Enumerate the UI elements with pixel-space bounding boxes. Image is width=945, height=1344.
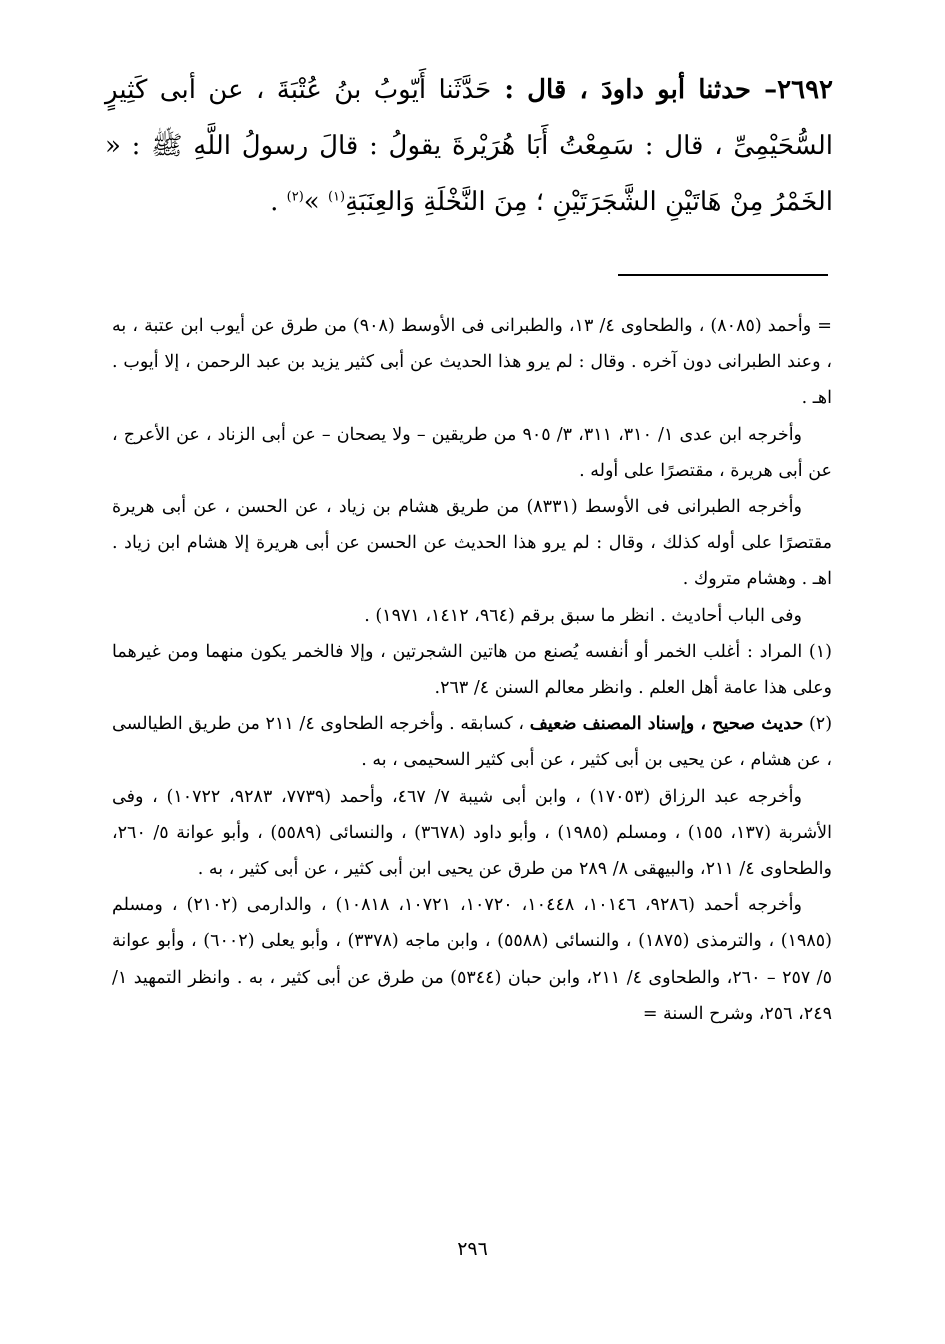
hadith-number: ٢٦٩٢: [777, 75, 833, 105]
footnote-2: [112, 706, 832, 778]
footnote-2-grading: حديث صحيح ، وإسناد المصنف ضعيف: [529, 714, 804, 735]
footnote-marker-2: (٢): [286, 189, 304, 205]
footnote-marker-1: (١): [327, 189, 346, 205]
footnote-paragraph: وأخرجه ابن عدى ١/ ٣١٠، ٣١١، ٣/ ٩٠٥ من طريقين – ولا يصحان – عن أبى الزناد ، عن الأعرج ، عن أبى هريرة ، مقتصرًا على أوله .: [112, 424, 832, 481]
footnote-2-marker: (٢): [803, 714, 833, 735]
footnote-divider: [618, 274, 828, 276]
page-number: ٢٩٦: [457, 1238, 488, 1260]
hadith-quote-close: »: [303, 187, 328, 217]
hadith-text: [105, 62, 833, 230]
footnote-paragraph: وأخرجه أحمد (٩٢٨٦، ١٠١٤٦، ١٠٤٤٨، ١٠٧٢٠، ١٠٧٢١، ١٠٨١٨) ، والدارمى (٢١٠٢) ، ومسلم (١٩٨٥) ، والترمذى (١٨٧٥) ، والنسائى (٥٥٨٨) ، وابن ماجه (٣٣٧٨) ، وأبو يعلى (٦٠٠٢) ، وأبو عوانة ٥/ ٢٥٧ – ٢٦٠، والطحاوى ٤/ ٢١١، وابن حبان (٥٣٤٤) من طرق عن أبى كثير ، به . وانظر التمهيد ١/ ٢٤٩، ٢٥٦، وشرح السنة =: [112, 895, 832, 1024]
footnotes: [112, 308, 832, 1032]
footnote-paragraph: وأخرجه الطبرانى فى الأوسط (٨٣٣١) من طريق هشام بن زياد ، عن الحسن ، عن أبى هريرة مقتصرًا على أوله كذلك ، وقال : لم يرو هذا الحديث عن الحسن عن أبى هريرة إلا هشام ابن زياد . اهـ . وهشام متروك .: [112, 497, 832, 590]
footnote-1: (١) المراد : أغلب الخمر أو أنفسه يُصنع من هاتين الشجرتين ، وإلا فالخمر يكون منهما ومن غيرهما وعلى هذا عامة أهل العلم . وانظر معالم السنن ٤/ ٢٦٣.: [112, 641, 832, 699]
hadith-dash: –: [750, 75, 778, 105]
hadith-body: حَدَّثَنا أَيّوبُ بنُ عُتْبَةَ ، عن أبى كَثِيرٍ السُّحَيْمِىِّ ، قال : سَمِعْتُ أَبَا هُرَيْرةَ يقولُ : قالَ رسولُ اللَّهِ ﷺ : « الخَمْرُ مِنْ هَاتَيْنِ الشَّجَرَتَيْنِ ؛ مِنَ النَّخْلَةِ وَالعِنَبَةِ: [105, 75, 833, 217]
hadith-chain-start: حدثنا أبو داودَ ، قال :: [491, 75, 751, 105]
footnote-2-rest: ، كسابقه . وأخرجه الطحاوى ٤/ ٢١١ من طريق الطيالسى ، عن هشام ، عن يحيى بن أبى كثير ، عن أبى كثير السحيمى ، به .: [112, 714, 832, 771]
footnote-paragraph: وفى الباب أحاديث . انظر ما سبق برقم (٩٦٤، ١٤١٢، ١٩٧١) .: [364, 605, 802, 626]
hadith-end: .: [270, 187, 287, 217]
footnote-paragraph: وأخرجه عبد الرزاق (١٧٠٥٣) ، وابن أبى شيبة ٧/ ٤٦٧، وأحمد (٧٧٣٩، ٩٢٨٣، ١٠٧٢٢) ، وفى الأشربة (١٣٧، ١٥٥) ، ومسلم (١٩٨٥) ، وأبو داود (٣٦٧٨) ، والنسائى (٥٥٨٩) ، وأبو عوانة ٥/ ٢٦٠، والطحاوى ٤/ ٢١١، والبيهقى ٨/ ٢٨٩ من طرق عن يحيى ابن أبى كثير ، عن أبى كثير ، به .: [112, 786, 832, 880]
footnote-paragraph: = وأحمد (٨٠٨٥) ، والطحاوى ٤/ ١٣، والطبرانى فى الأوسط (٩٠٨) من طرق عن أيوب ابن عتبة ، به ، وعند الطبرانى دون آخره . وقال : لم يرو هذا الحديث عن أبى كثير يزيد بن عبد الرحمن ، إلا أيوب . اهـ .: [112, 316, 832, 409]
